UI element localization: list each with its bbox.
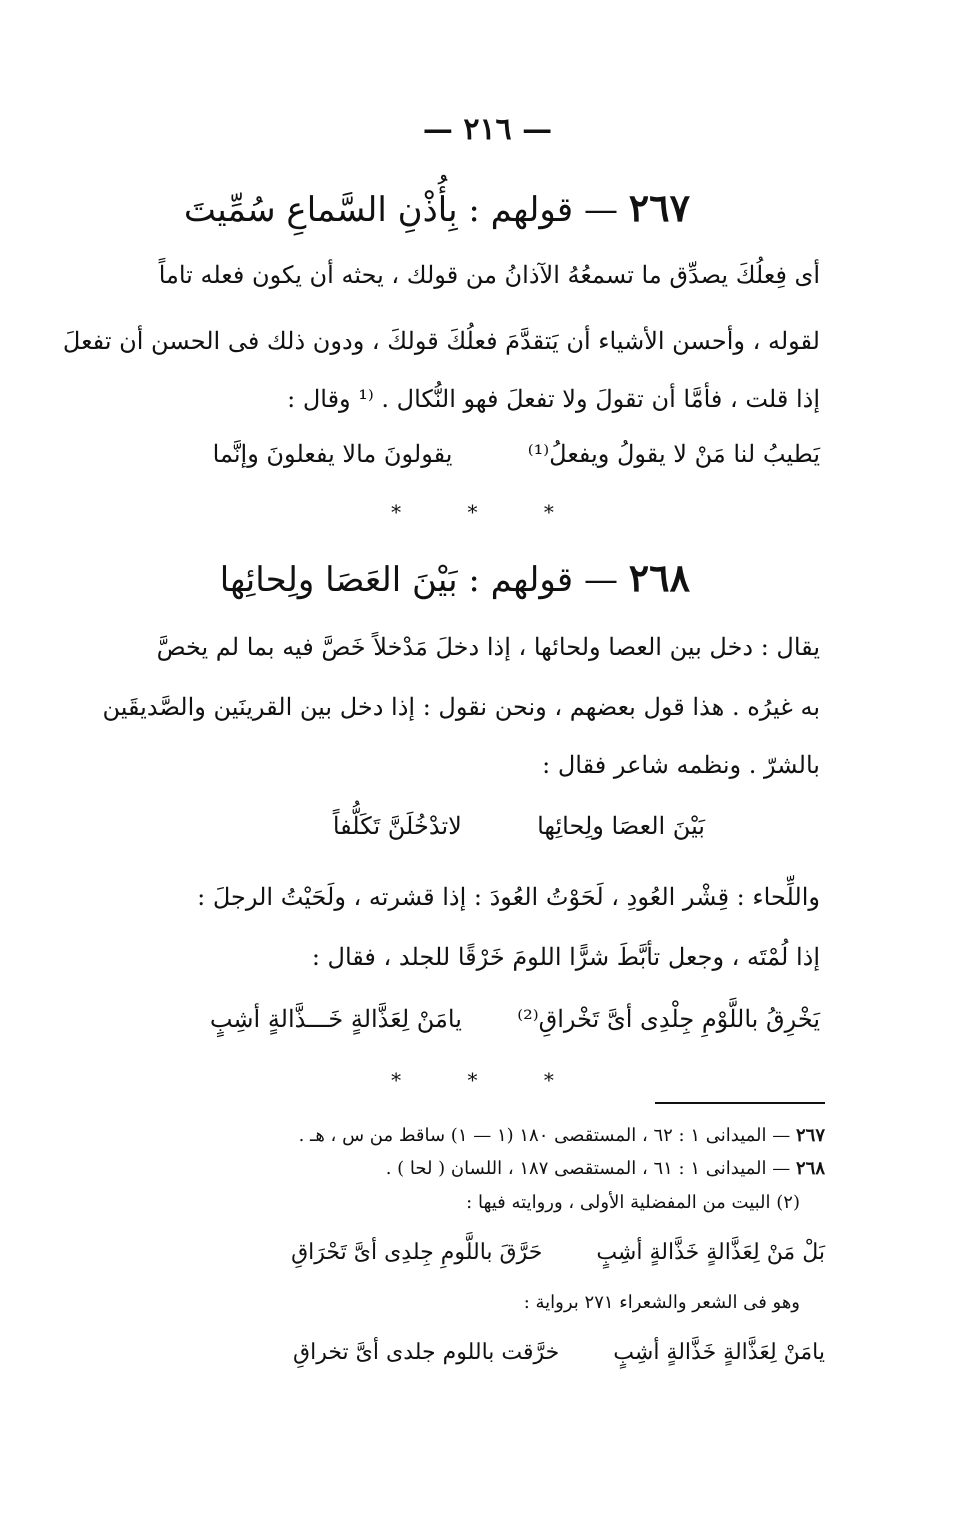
section-267-heading (184, 185, 690, 230)
section-268-line-2: به غيرُه . هذا قول بعضهم ، ونحن نقول : إذا دخل بين القرينَين والصَّديقَين (102, 693, 820, 721)
section-268-line-4: واللِّحاء : قِشْر العُودِ ، لَحَوْتُ العُودَ : إذا قشرته ، ولَحَيْتُ الرجلَ : (197, 883, 820, 911)
section-separator: * * * (391, 500, 584, 524)
verse-hemistich-right: يقولونَ مالا يفعلونَ وإنَّما (212, 440, 453, 468)
footnote-verse-1 (291, 1240, 825, 1265)
section-268-line-3: بالشرّ . ونظمه شاعر فقال : (542, 751, 820, 779)
page-number: — ٢١٦ — (422, 112, 553, 147)
section-267-line-1: أى فِعلُكَ يصدِّق ما تسمعُهُ الآذانُ من قولك ، يحثه أن يكون فعله تاماً (158, 261, 820, 289)
section-268-heading (220, 555, 690, 600)
footnote-rule (655, 1102, 825, 1104)
verse-hemistich-right: يامَنْ لِعَذَّالةٍ خَذَّالةٍ أشِبٍ (613, 1340, 825, 1365)
section-268-line-5: إذا لُمْتَه ، وجعل تأبَّطَ شرًّا اللومَ خَرْقًا للجلد ، فقال : (311, 943, 820, 971)
verse-hemistich-right: بَلْ مَنْ لِعَذَّالةٍ خَذَّالةٍ أشِبٍ (596, 1240, 825, 1265)
verse-hemistich-left: خرَّقت باللوم جلدى أىَّ تخراقِ (293, 1340, 560, 1365)
section-267-verse (213, 440, 820, 468)
section-268-verse-2 (210, 1005, 820, 1033)
section-267-line-2: لقوله ، وأحسن الأشياء أن يَتقدَّمَ فعلُكَ قولكَ ، ودون ذلك فى الحسن أن تفعلَ (62, 327, 820, 355)
footnote-267 (299, 1125, 825, 1146)
section-268-number: ٢٦٨ (628, 555, 690, 600)
verse-hemistich-left: يَخْرِقُ باللَّوْمِ جِلْدِى أىَّ تَخْراقِ⁽²⁾ (517, 1005, 820, 1033)
footnote-268 (386, 1158, 825, 1179)
verse-hemistich-left: بَيْنَ العصَا ولِحائِها (537, 812, 705, 840)
footnote-268-text: — الميدانى ١ : ٦١ ، المستقصى ١٨٧ ، اللسان ( لحا ) . (385, 1158, 791, 1179)
footnote-267-number: ٢٦٧ (795, 1125, 825, 1146)
section-separator: * * * (391, 1068, 584, 1092)
footnote-268-number: ٢٦٨ (795, 1158, 825, 1179)
section-267-title: — قولهم : بِأُذْنِ السَّماعِ سُمِّيتَ (183, 190, 618, 230)
verse-hemistich-left: حَرَّقَ باللَّومِ جِلدِى أىَّ تَحْرَاقِ (291, 1240, 543, 1265)
footnote-2: (٢) البيت من المفضلية الأولى ، وروايته فيها : (466, 1192, 800, 1213)
footnote-267-text: — الميدانى ١ : ٦٢ ، المستقصى ١٨٠ (١ — ١) ساقط من س ، هـ . (298, 1125, 791, 1146)
section-268-verse-1 (333, 812, 705, 840)
verse-hemistich-right: يامَنْ لِعَذَّالةٍ خَـــذَّالةٍ أشِبٍ (209, 1005, 462, 1033)
verse-hemistich-right: لاتدْخُلَنَّ تَكَلُّفاً (332, 812, 462, 840)
footnote-verse-2 (293, 1340, 825, 1365)
section-268-title: — قولهم : بَيْنَ العَصَا ولِحائِها (219, 560, 618, 600)
section-267-number: ٢٦٧ (628, 185, 690, 230)
section-267-line-3: إذا قلت ، فأمَّا أن تقولَ ولا تفعلَ فهو النُّكال . ⁽¹ وقال : (287, 385, 820, 413)
section-268-line-1: يقال : دخل بين العصا ولحائها ، إذا دخلَ مَدْخلاً خَصَّ فيه بما لم يخصَّ (156, 633, 820, 661)
footnote-source: وهو فى الشعر والشعراء ٢٧١ برواية : (523, 1292, 800, 1313)
verse-hemistich-left: يَطيبُ لنا مَنْ لا يقولُ ويفعلُ⁽¹⁾ (527, 440, 820, 468)
